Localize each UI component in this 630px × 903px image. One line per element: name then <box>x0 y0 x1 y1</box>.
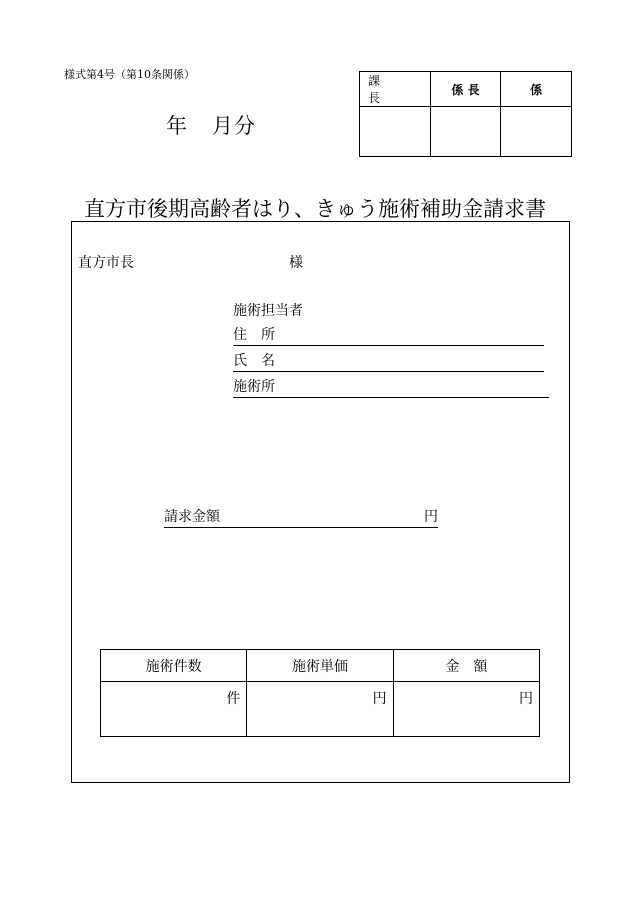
stamp-box-subsection-chief[interactable] <box>430 107 501 157</box>
addressee-label: 直方市長 <box>78 255 134 271</box>
amount-unit: 円 <box>519 691 533 707</box>
form-number: 様式第4号（第10条関係） <box>64 68 195 81</box>
clinic-label: 施術所 <box>233 379 275 395</box>
amount-cell[interactable] <box>393 682 539 737</box>
address-label: 住 所 <box>233 327 275 343</box>
year-label: 年 <box>166 114 188 138</box>
header-treatment-count: 施術件数 <box>101 650 247 682</box>
billing-period <box>166 110 256 140</box>
address-field[interactable] <box>233 325 544 346</box>
claim-amount-unit: 円 <box>424 509 438 525</box>
treatment-count-cell[interactable] <box>101 682 247 737</box>
document-title: 直方市後期高齢者はり、きゅう施術補助金請求書 <box>84 197 546 221</box>
claim-amount-field[interactable] <box>164 507 438 528</box>
addressee-honorific: 様 <box>289 255 303 271</box>
approval-stamp-table <box>359 71 572 157</box>
treatment-details-table <box>100 649 540 737</box>
clinic-field[interactable] <box>233 377 549 398</box>
applicant-heading: 施術担当者 <box>233 303 303 319</box>
stamp-box-section-chief[interactable] <box>360 107 431 157</box>
stamp-header-staff: 係 <box>501 72 572 107</box>
name-label: 氏 名 <box>233 353 275 369</box>
claim-amount-label: 請求金額 <box>164 509 220 525</box>
month-label: 月分 <box>212 114 256 138</box>
stamp-header-section-chief: 課 長 <box>360 72 431 107</box>
header-unit-price: 施術単価 <box>247 650 393 682</box>
header-amount: 金 額 <box>393 650 539 682</box>
stamp-box-staff[interactable] <box>501 107 572 157</box>
stamp-header-subsection-chief: 係 長 <box>430 72 501 107</box>
unit-price-unit: 円 <box>372 691 387 707</box>
treatment-count-unit: 件 <box>226 691 241 707</box>
name-field[interactable] <box>233 351 544 372</box>
unit-price-cell[interactable] <box>247 682 393 737</box>
